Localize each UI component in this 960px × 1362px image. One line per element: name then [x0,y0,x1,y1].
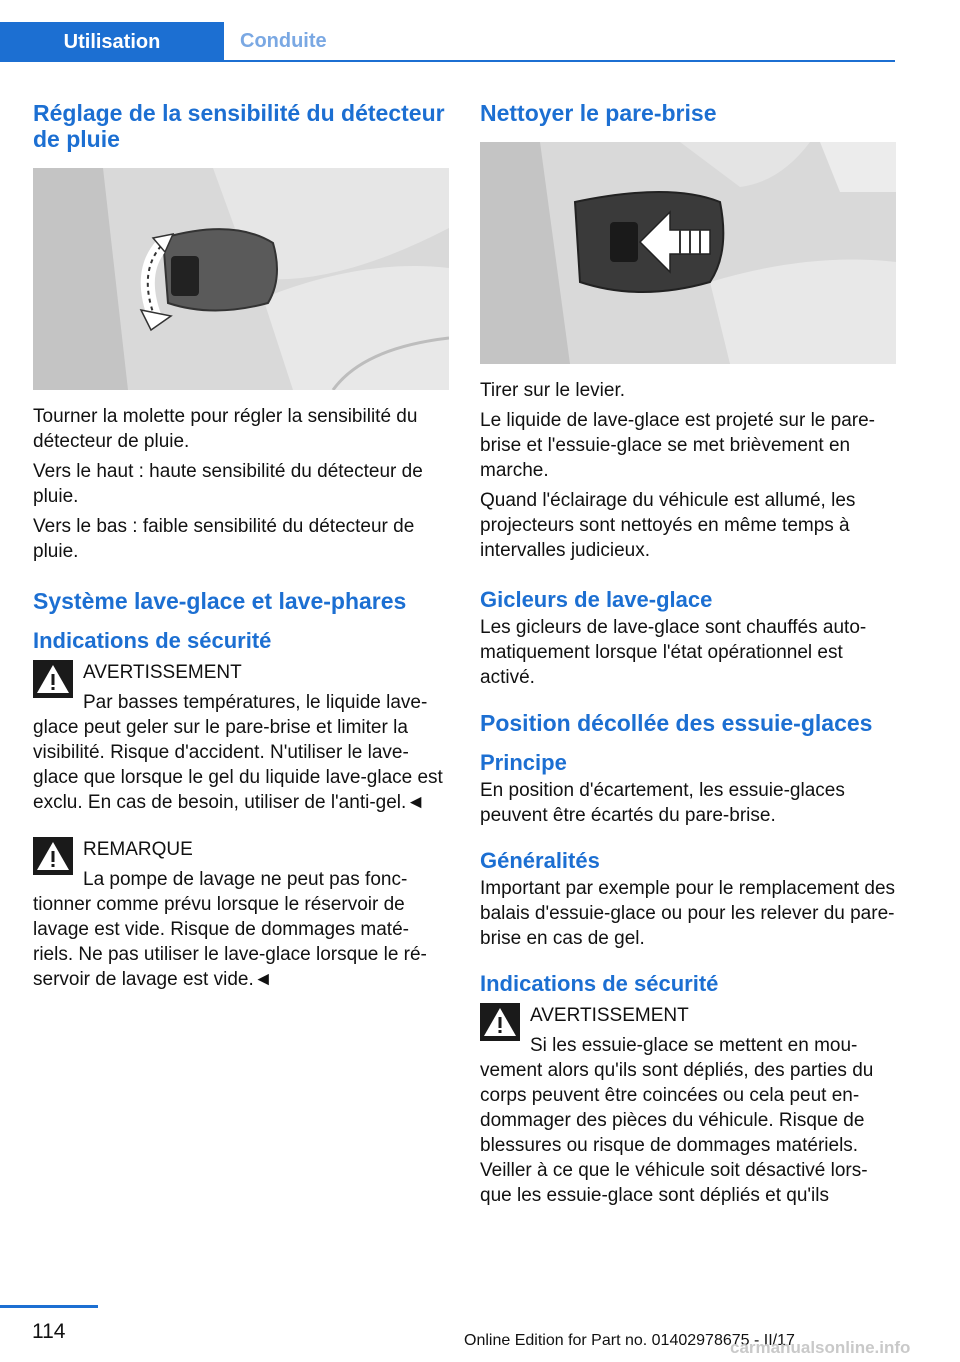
right-column [480,100,896,1208]
heading-safety-notes-right: Indications de sécurité [480,971,719,996]
paragraph-downward: Vers le bas : faible sensibilité du détecteur de pluie. [33,516,415,562]
warning-text: glace peut geler sur le pare-brise et limiter la visibilité. Risque d'accident. N'utiliser le lave-glace que lorsque le gel du liquide lave-glace est exclu. En cas de besoin, utiliser de l'anti-gel.◄ [33,717,443,813]
heading-fold-out-position: Position décollée des essuie-glaces [480,710,873,736]
notice-text: tionner comme prévu lorsque le réservoir de lavage est vide. Risque de dommages maté-riels. Ne pas utiliser le lave-glace lorsque le ré-servoir de lavage est vide.◄ [33,894,427,990]
notice-block-pump [33,837,449,992]
warning-title: AVERTISSEMENT [83,662,242,683]
chapter-tabs [0,22,895,62]
left-column [33,100,449,992]
heading-washer-system: Système lave-glace et lave-phares [33,588,407,614]
warning-text-right: vement alors qu'ils sont dépliés, des parties du corps peuvent être coincées ou cela peut en-dommager des pièces du véhicule. Risque de blessures ou risque de dommages matériels. Veiller à ce que le véhicule soit désactivé lors-que les essuie-glace sont dépliés et qu'ils [480,1060,874,1206]
paragraph-headlights-cleaned: Quand l'éclairage du véhicule est allumé, les projecteurs sont nettoyés en même temps à intervalles judicieux. [480,490,856,561]
footer-rule [0,1305,98,1308]
heading-safety-notes: Indications de sécurité [33,628,272,653]
tab-conduite[interactable]: Conduite [240,30,327,52]
warning-triangle-icon [480,1003,520,1041]
paragraph-turn-wheel: Tourner la molette pour régler la sensibilité du détecteur de pluie. [33,406,418,452]
heading-washer-nozzles: Gicleurs de lave-glace [480,587,713,612]
warning-title-right: AVERTISSEMENT [530,1005,689,1026]
warning-text-first-line-right: Si les essuie-glace se mettent en mou- [530,1035,858,1056]
notice-text-first-line: La pompe de lavage ne peut pas fonc- [83,869,408,890]
paragraph-general: Important par exemple pour le remplacement des balais d'essuie-glace ou pour les relever du pare-brise en cas de gel. [480,878,896,949]
paragraph-upward: Vers le haut : haute sensibilité du détecteur de pluie. [33,461,423,507]
heading-clean-windshield: Nettoyer le pare-brise [480,100,717,126]
paragraph-nozzles-heated: Les gicleurs de lave-glace sont chauffés auto-matiquement lorsque l'état opérationnel est activé. [480,617,867,688]
warning-block-cold [33,660,449,815]
warning-block-wipers [480,1003,896,1208]
notice-title: REMARQUE [83,839,193,860]
tab-underline [224,60,895,62]
warning-triangle-icon [33,837,73,875]
page-number: 114 [32,1320,66,1343]
paragraph-fluid-sprayed: Le liquide de lave-glace est projeté sur le pare-brise et l'essuie-glace se met brièvement en marche. [480,410,876,481]
heading-general: Généralités [480,848,600,873]
warning-text-first-line: Par basses températures, le liquide lave- [83,692,428,713]
heading-rain-sensor: Réglage de la sensibilité du détecteur de pluie [33,100,445,152]
tab-utilisation[interactable]: Utilisation [0,22,224,62]
rain-sensor-wheel-illustration [33,168,449,390]
warning-triangle-icon [33,660,73,698]
wiper-lever-illustration [480,142,896,364]
heading-principle: Principe [480,750,567,775]
edition-text: Online Edition for Part no. 01402978675 - II/17 [464,1332,795,1349]
paragraph-pull-lever: Tirer sur le levier. [480,380,625,401]
paragraph-principle: En position d'écartement, les essuie-glaces peuvent être écartés du pare-brise. [480,780,845,826]
watermark: carmanualsonline.info [730,1338,911,1357]
